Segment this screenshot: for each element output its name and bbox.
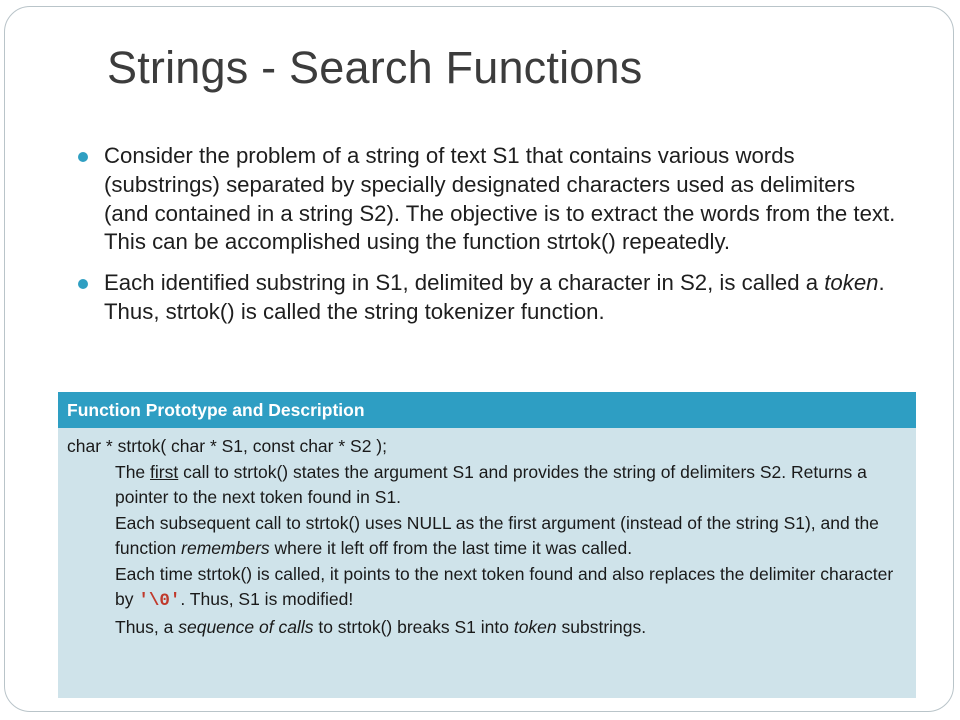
text-run: . Thus, S1 is modified!	[180, 588, 354, 609]
function-prototype: char * strtok( char * S1, const char * S2 );	[67, 436, 387, 456]
description-paragraph	[115, 460, 906, 509]
description-paragraph	[115, 615, 906, 640]
text-run: The	[115, 462, 151, 482]
bullet-text-part: Each identified substring in S1, delimited by a character in S2, is called a	[104, 270, 825, 296]
bullet-dot-icon	[78, 152, 88, 162]
bullet-item	[78, 269, 898, 327]
text-run: call to strtok() states the argument S1 and provides the string of delimiters S2. Returns a pointer to the next token found in S1.	[115, 462, 867, 507]
bullet-list	[78, 142, 898, 327]
text-run: to strtok() breaks S1 into	[313, 617, 514, 637]
table-header: Function Prototype and Description	[58, 392, 916, 428]
text-run: Thus, a	[115, 617, 179, 637]
italic-text: remembers	[181, 537, 270, 558]
text-run: where it left off from the last time it was called.	[269, 537, 633, 558]
code-literal: '\0'	[138, 590, 181, 611]
description-paragraph	[115, 562, 906, 613]
text-run: substrings.	[556, 617, 647, 637]
italic-text: token	[513, 617, 557, 637]
bullet-dot-icon	[78, 279, 88, 289]
underlined-text: first	[150, 462, 179, 482]
text-run: Each subsequent call to strtok() uses NULL as the first argument (instead of the string S1), and the function	[115, 513, 879, 558]
text-run: Each time strtok() is called, it points to the next token found and also replaces the delimiter character by	[115, 564, 894, 609]
bullet-text-part: . Thus, strtok() is called the string tokenizer function.	[104, 270, 885, 324]
slide-title: Strings - Search Functions	[107, 42, 643, 93]
table-body	[58, 428, 916, 698]
bullet-item	[78, 142, 898, 257]
bullet-text-italic: token	[824, 270, 879, 296]
italic-text: sequence of calls	[178, 617, 314, 637]
bullet-text: Consider the problem of a string of text S1 that contains various words (substrings) separated by specially designated characters used as delimiters (and contained in a string S2). The objective is to extract the words from the text. This can be accomplished using the function strtok() repeatedly.	[104, 143, 896, 255]
function-table	[58, 392, 916, 698]
description-paragraph	[115, 511, 906, 560]
